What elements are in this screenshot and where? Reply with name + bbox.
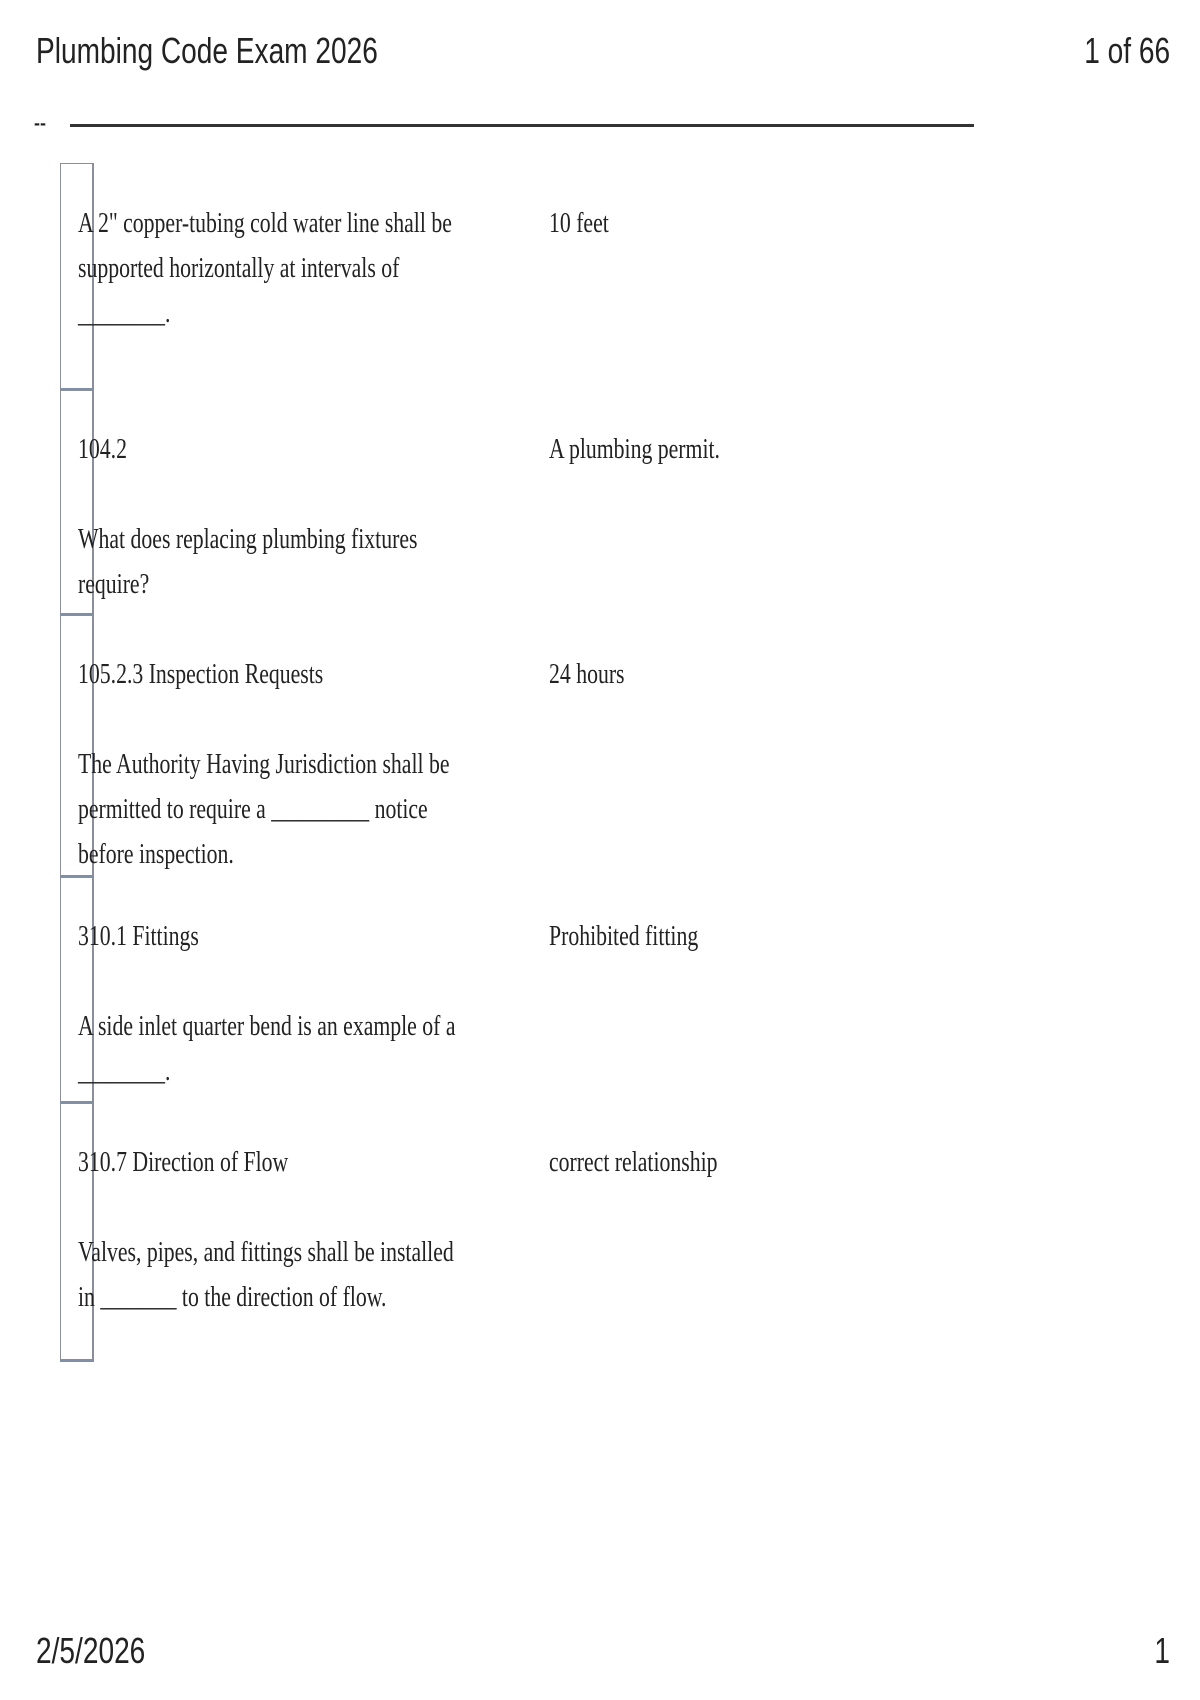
card-definition: correct relationship (549, 1146, 718, 1178)
card-term (78, 427, 468, 607)
card-term-text: 310.1 Fittings (78, 920, 199, 952)
flashcard (60, 163, 965, 390)
card-term-text: A 2" copper-tubing cold water line shall be supported horizontally at intervals of ________. (78, 207, 452, 329)
page-count: 1 of 66 (1084, 30, 1170, 71)
card-definition: Prohibited fitting (549, 920, 699, 952)
card-term-text: A side inlet quarter bend is an example of a ________. (78, 1010, 456, 1087)
flashcard (60, 390, 965, 615)
card-definition: A plumbing permit. (549, 433, 720, 465)
card-term-text: 310.7 Direction of Flow (78, 1146, 289, 1178)
header-dash: -- (34, 113, 46, 133)
card-term-text: The Authority Having Jurisdiction shall be permitted to require a _________ notice before inspection. (78, 748, 450, 870)
document-title: Plumbing Code Exam 2026 (36, 30, 378, 71)
page-number: 1 (1154, 1630, 1170, 1671)
card-term (78, 201, 468, 336)
card-term-text: Valves, pipes, and fittings shall be installed in _______ to the direction of flow. (78, 1236, 454, 1313)
flashcard (60, 615, 965, 877)
card-definition: 10 feet (549, 207, 609, 239)
card-definition: 24 hours (549, 658, 625, 690)
card-term (78, 652, 468, 877)
card-term-text: What does replacing plumbing fixtures require? (78, 523, 418, 600)
flashcard (60, 877, 965, 1103)
card-term-text: 105.2.3 Inspection Requests (78, 658, 324, 690)
flashcard (60, 1103, 965, 1361)
card-term-text: 104.2 (78, 433, 127, 465)
card-term (78, 914, 468, 1094)
print-date: 2/5/2026 (36, 1630, 146, 1671)
card-term (78, 1140, 468, 1320)
header-divider (70, 124, 974, 127)
